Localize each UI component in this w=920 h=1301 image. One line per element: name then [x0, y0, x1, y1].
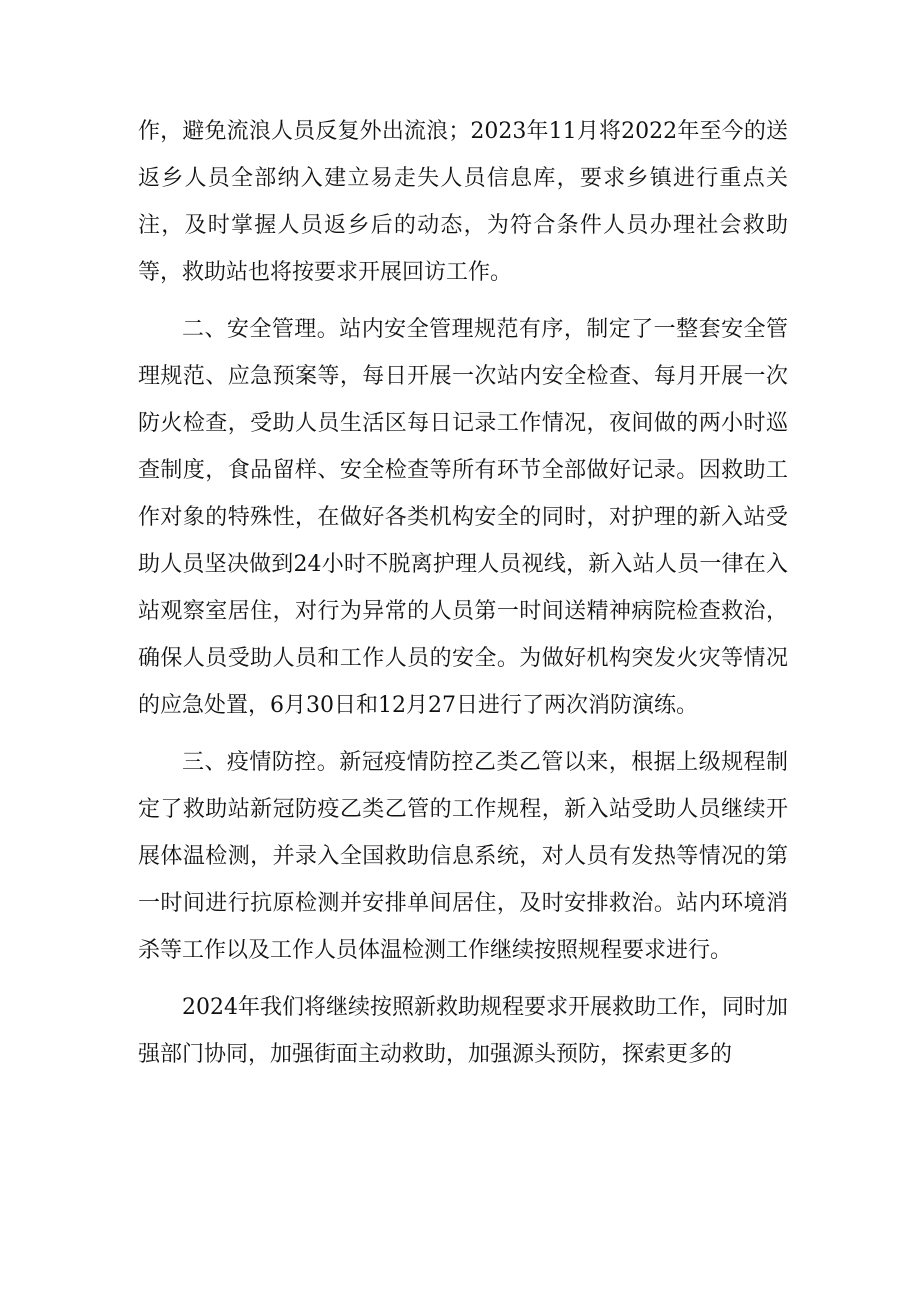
document-body	[138, 108, 788, 1088]
paragraph-2024-plan: 2024年我们将继续按照新救助规程要求开展救助工作，同时加强部门协同，加强街面主动救助，加强源头预防，探索更多的	[138, 995, 788, 1067]
paragraph-repatriation-followup: 作，避免流浪人员反复外出流浪；2023年11月将2022年至今的送返乡人员全部纳入建立易走失人员信息库，要求乡镇进行重点关注，及时掌握人员返乡后的动态，为符合条件人员办理社会救助等，救助站也将按要求开展回访工作。	[138, 119, 788, 285]
paragraph-epidemic-prevention: 三、疫情防控。新冠疫情防控乙类乙管以来，根据上级规程制定了救助站新冠防疫乙类乙管的工作规程，新入站受助人员继续开展体温检测，并录入全国救助信息系统，对人员有发热等情况的第一时间进行抗原检测并安排单间居住，及时安排救治。站内环境消杀等工作以及工作人员体温检测工作继续按照规程要求进行。	[138, 750, 788, 963]
paragraph-safety-management: 二、安全管理。站内安全管理规范有序，制定了一整套安全管理规范、应急预案等，每日开展一次站内安全检查、每月开展一次防火检查，受助人员生活区每日记录工作情况，夜间做的两小时巡查制度，食品留样、安全检查等所有环节全部做好记录。因救助工作对象的特殊性，在做好各类机构安全的同时，对护理的新入站受助人员坚决做到24小时不脱离护理人员视线，新入站人员一律在入站观察室居住，对行为异常的人员第一时间送精神病院检查救治，确保人员受助人员和工作人员的安全。为做好机构突发火灾等情况的应急处置，6月30日和12月27日进行了两次消防演练。	[138, 317, 788, 718]
